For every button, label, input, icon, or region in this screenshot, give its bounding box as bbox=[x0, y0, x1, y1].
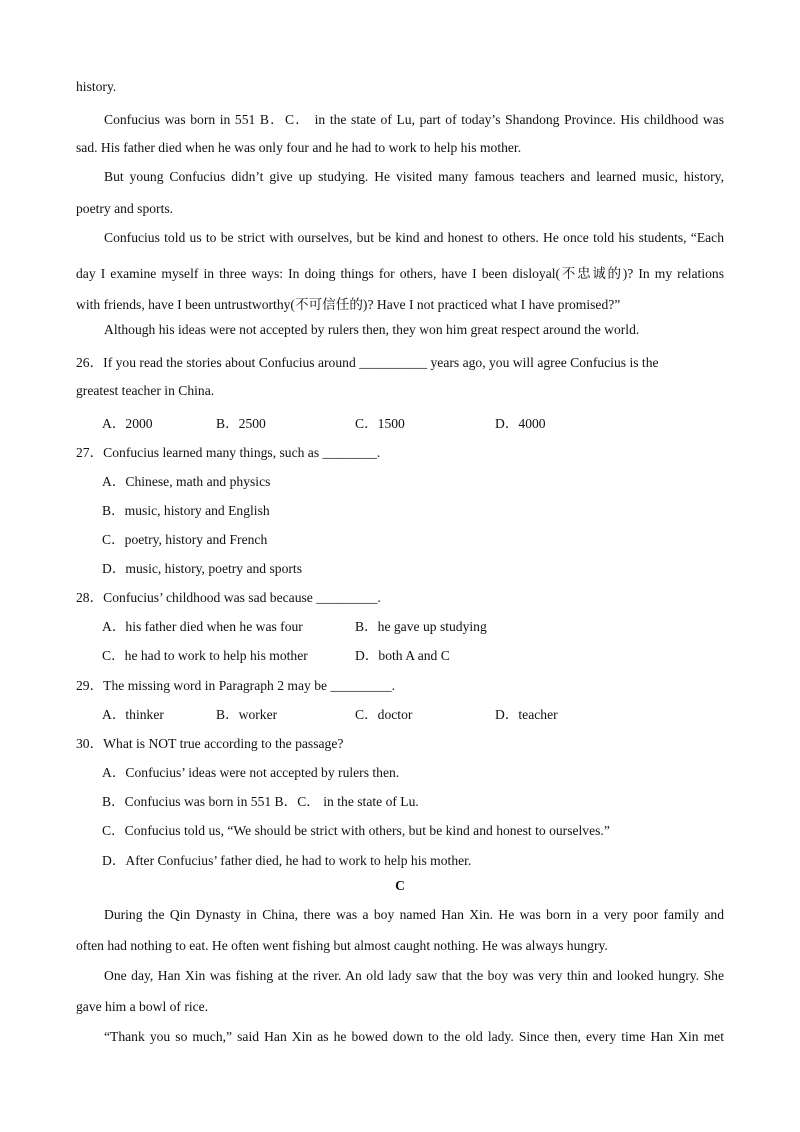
passage-c-p3-line1: “Thank you so much,” said Han Xin as he bowed down to the old lady. Since then, every time Han Xin met bbox=[104, 1029, 724, 1044]
q29-option-b: B．worker bbox=[216, 707, 278, 722]
q30-option-b: B．Confucius was born in 551 B．C． in the state of Lu. bbox=[102, 794, 419, 809]
q30-option-d: D．After Confucius’ father died, he had to work to help his mother. bbox=[102, 853, 472, 868]
passage-b-p4-line1: Although his ideas were not accepted by rulers then, they won him great respect around the world. bbox=[104, 322, 640, 337]
passage-c-p1-line1: During the Qin Dynasty in China, there was a boy named Han Xin. He was born in a very poor family and bbox=[104, 907, 724, 922]
passage-b-p3-line1: Confucius told us to be strict with ourselves, but be kind and honest to others. He once told his students, “Each bbox=[104, 230, 724, 245]
passage-b-p3-line3: with friends, have I been untrustworthy(不可信任的)? Have I not practiced what I have promised?” bbox=[76, 297, 621, 312]
q29-stem: 29．The missing word in Paragraph 2 may be _________. bbox=[76, 678, 396, 693]
passage-b-p2-line1: But young Confucius didn’t give up studying. He visited many famous teachers and learned music, history, bbox=[104, 169, 724, 184]
q27-option-b: B．music, history and English bbox=[102, 503, 270, 518]
q27-option-d: D．music, history, poetry and sports bbox=[102, 561, 302, 576]
q29-option-d: D．teacher bbox=[495, 707, 558, 722]
q27-stem: 27．Confucius learned many things, such as ________. bbox=[76, 445, 381, 460]
q30-option-c: C．Confucius told us, “We should be strict with others, but be kind and honest to ourselves.” bbox=[102, 823, 610, 838]
passage-c-heading: C bbox=[395, 878, 405, 893]
q28-option-c: C．he had to work to help his mother bbox=[102, 648, 308, 663]
q28-option-d: D．both A and C bbox=[355, 648, 450, 663]
q26-option-b: B．2500 bbox=[216, 416, 266, 431]
q28-option-a: A．his father died when he was four bbox=[102, 619, 303, 634]
q26-stem-line2: greatest teacher in China. bbox=[76, 383, 215, 398]
passage-b-p1-line1: Confucius was born in 551 B．C． in the state of Lu, part of today’s Shandong Province. His childhood was bbox=[104, 112, 724, 127]
passage-c-p2-line1: One day, Han Xin was fishing at the river. An old lady saw that the boy was very thin and looked hungry. She bbox=[104, 968, 724, 983]
passage-b-p1-line2: sad. His father died when he was only four and he had to work to help his mother. bbox=[76, 140, 522, 155]
q26-option-a: A．2000 bbox=[102, 416, 153, 431]
q28-option-b: B．he gave up studying bbox=[355, 619, 487, 634]
q27-option-a: A．Chinese, math and physics bbox=[102, 474, 271, 489]
q26-stem-line1: 26．If you read the stories about Confucius around __________ years ago, you will agree Confucius is the bbox=[76, 355, 659, 370]
q26-option-c: C．1500 bbox=[355, 416, 405, 431]
passage-b-p2-line2: poetry and sports. bbox=[76, 201, 174, 216]
passage-c-p2-line2: gave him a bowl of rice. bbox=[76, 999, 209, 1014]
passage-b-p3-line2: day I examine myself in three ways: In doing things for others, have I been disloyal(不忠诚的)? In my relations bbox=[76, 266, 724, 281]
q30-stem: 30．What is NOT true according to the passage? bbox=[76, 736, 344, 751]
q29-option-c: C．doctor bbox=[355, 707, 413, 722]
passage-c-p1-line2: often had nothing to eat. He often went fishing but almost caught nothing. He was always hungry. bbox=[76, 938, 608, 953]
q29-option-a: A．thinker bbox=[102, 707, 164, 722]
q27-option-c: C．poetry, history and French bbox=[102, 532, 268, 547]
passage-b-line: history. bbox=[76, 79, 117, 94]
q30-option-a: A．Confucius’ ideas were not accepted by rulers then. bbox=[102, 765, 400, 780]
q26-option-d: D．4000 bbox=[495, 416, 546, 431]
q28-stem: 28．Confucius’ childhood was sad because _________. bbox=[76, 590, 381, 605]
